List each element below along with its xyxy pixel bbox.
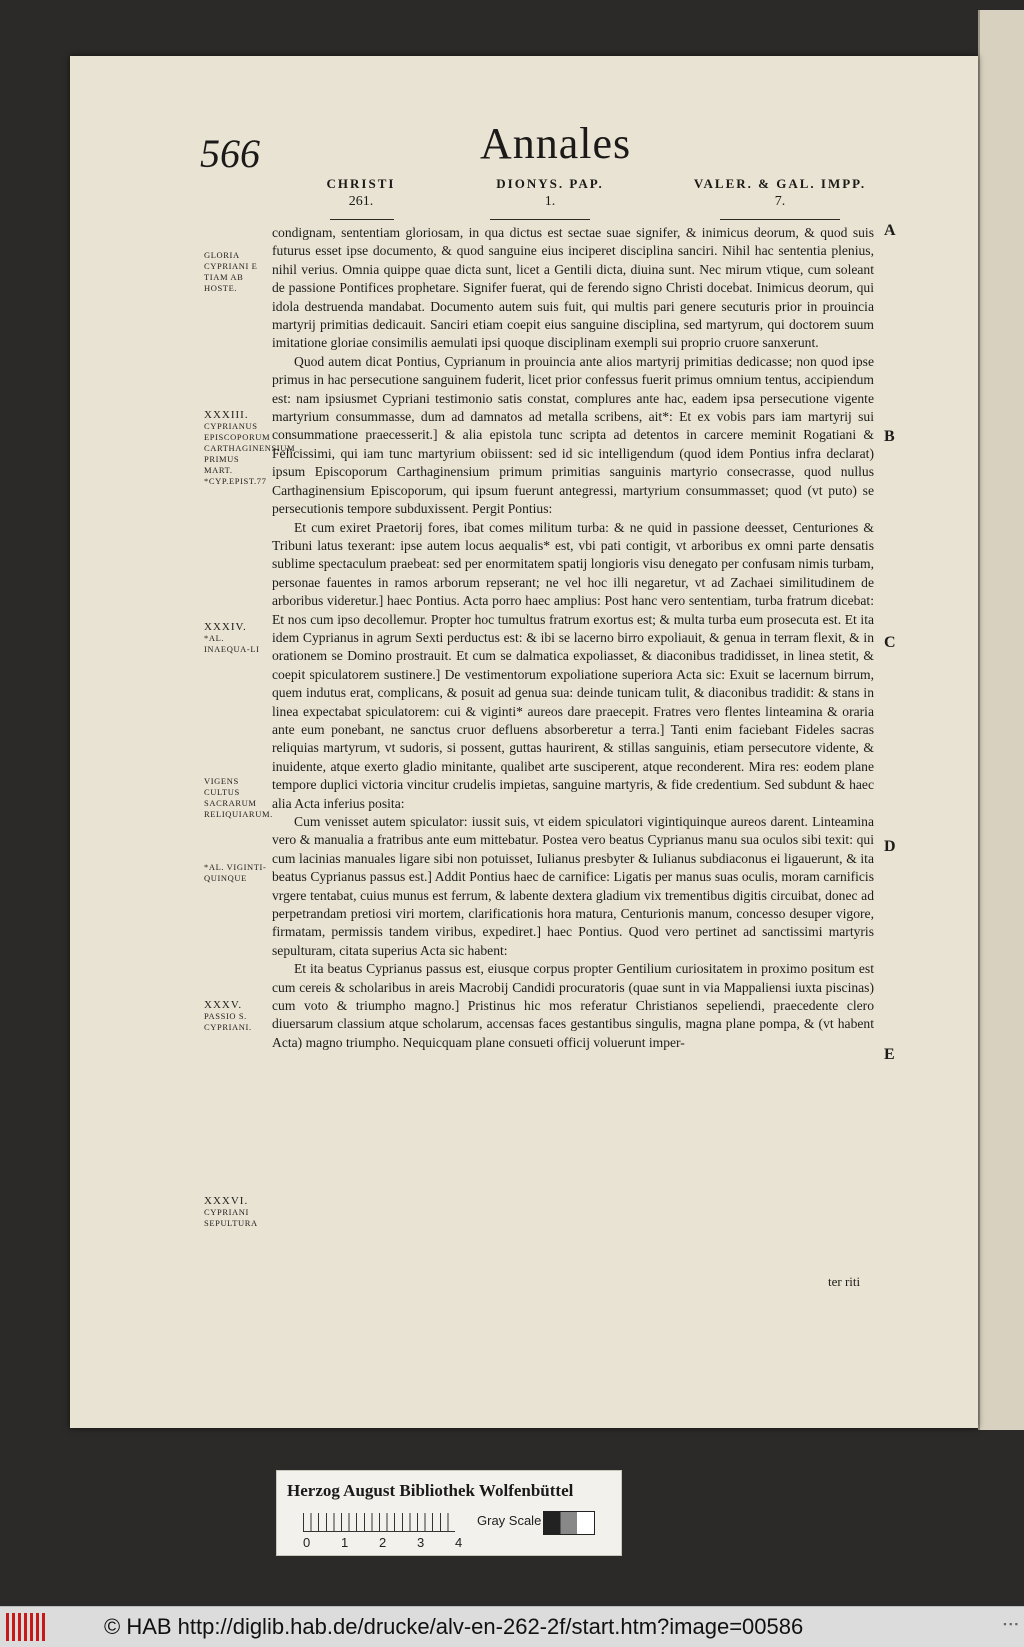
header-valer [680,176,880,210]
color-scale-card [276,1470,622,1556]
page-number: 566 [200,131,260,176]
margin-note: GLORIA CYPRIANI E TIAM AB HOSTE. [204,250,258,293]
paragraph: Et cum exiret Praetorij fores, ibat comes militum turba: & ne quid in passione deesset, Centuriones & Tribuni latus texerant: ipse autem locus aequalis* est, vbi pati contigit, vt arboribus ex omni parte densatis sublime spectaculum praebeat: sed per enormitatem spatij longioris visu denegato per confusam nimis turbam, personae fauentes in ramos arborum repserant; ne vel hoc illi negaretur, vt ad Zachaei similitudinem de arboribus videretur.] haec Pontius. Acta porro haec amplius: Post hanc vero sententiam, turba fratrum dicebat: Et nos cum ipso decollemur. Propter hoc tumultus fratrum exortus est; & multa turba eum prosecuta est. Et ita idem Cyprianus in agrum Sexti perductus est: & ibi se lacerno birro expoliauit, & genua in terram flexit, & in orationem se Domino prostrauit. Et cum se dalmatica expoliasset, & diaconibus tradidisset, in linea stetit, & coepit spiculatorem sustinere.] De vestimentorum expoliatione superiora Acta sic: Exuit se lacernum birrum, quem indutus erat, complicans, & posuit ad genua sua: deinde tunicam tulit, & diaconibus tradidit: & stans in linea expectabat spiculatorem: cui & viginti* aureos dare praecepit. Fratres vero flentes linteamina & oraria ante eum ponebant, ne sanctus cruor defluens absorberetur a terra.] Tanti enim faciebant Fideles sacras reliquias martyrum, vt sudoris, si possent, guttas haurirent, & stillas sanguinis, etiam persecutore vidente, & inuidente, atque exerto gladio minitante, qualibet arte susciperent, atque reconderent. Mira res: eodem plane tempore duplici victoria vincitur crudelis impietas, sanguine martyris, & fide credentium. Sed subdunt & haec alia Acta inferius posita: [272,519,874,811]
header-rule-valer [720,219,840,220]
paragraph: condignam, sententiam gloriosam, in qua dictus est sectae suae signifer, & inimicus deorum, & quod suis futurus esset ipse documento, & quod sanguine eius inciperet disciplina sanciri. Nihil hac sententia plenius, nihil verius. Omnia quippe quae dicta sunt, licet a Gentili dicta, diuina sunt. Nec mirum vtique, cum soleant de passione Pontifices prophetare. Signifer fuerat, qui de ferendo signo Christi docebat. Inimicus deorum, qui idola destruenda mandabat. Documento autem suis fuit, qui multis pari genere secuturis prior in prouincia martyrij primitias dedicauit. Sanciri etiam coepit eius sanguine disciplina, sed martyrum, qui doctorem suum imitatione gloriae consimilis aemulati ipsi quoque disciplinam exempli sui proprio cruore sanxerunt. [272,225,874,351]
header-christi-label: CHRISTI [326,176,396,191]
footer-bar [0,1606,1024,1647]
margin-note: XXXIV. *AL. INAEQUA-LI [204,621,260,654]
header-christi-year: 261. [348,194,374,209]
margin-note: XXXVI. CYPRIANI SEPULTURA [204,1195,258,1228]
paragraph: Et ita beatus Cyprianus passus est, eiusque corpus propter Gentilium curiositatem in proximo positum est cum cereis & scholaribus in areis Macrobij Candidi procuratoris (quae sunt in via Mappaliensi iuxta piscinas) cum voto & triumpho magno.] Pristinus hic mos referatur Christianos sepeliendi, praecedente clero diuersarum classium atque scholarum, accensas faces gestantibus singulis, magna plane pompa, & (vt habent Acta) magno triumpho. Nequicquam plane consueti officij voluerunt imper- [272,961,874,1050]
ruler-number: 2 [379,1535,387,1550]
gray-scale-label: Gray Scale [477,1513,542,1528]
header-christi [316,176,406,210]
footer-right-marks: ▪ ▪ ▪ [1003,1619,1018,1629]
scale-card-title: Herzog August Bibliothek Wolfenbüttel [287,1481,574,1500]
running-title: Annales [480,119,632,168]
header-dionys [480,176,620,210]
next-page-edge [978,10,1024,1430]
header-dionys-label: DIONYS. PAP. [496,176,604,191]
ruler-number: 4 [455,1535,463,1550]
margin-note: XXXV. PASSIO S. CYPRIANI. [204,999,252,1032]
header-rule-dionys [490,219,590,220]
paragraph: Quod autem dicat Pontius, Cyprianum in prouincia ante alios martyrij primitias dedicasse; non quod ipse primus in hac persecutione sanguinem fuderit, licet prior confessus fuerit primus omnium tentus, accipiendum est: nam ipsiusmet Cypriani testimonio satis constat, complures ante hac, eadem ipsa persecutione vigente martyrium consummasse, dum ad damnatos ad metalla scribens, ait*: Et ex vobis pars iam martyrij sui consummatione praecesserit.] & alia epistola tunc scripta ad detentos in carcere meminit Rogatiani & Felicissimi, qui iam tunc martyrium obiissent: sed id sic intelligendum (quod idem Pontius infra declarat) ipsum Episcoporum Carthaginensium primum primitias sanguinis martyrio consecrasse, quod nullus Carthaginensium Episcoporum, qui ipsum fuerunt antegressi, martyrium consummasset; quod (vt puto) se persecutionis tempore subduxissent. Pergit Pontius: [272,353,874,517]
margin-note: XXXIII. CYPRIANUS EPISCOPORUM CARTHAGINENSIUM PRIMUS MART. *CYP.EPIST.77 [204,409,296,486]
header-dionys-year: 1. [544,194,556,209]
section-letter-e: E [884,1046,895,1063]
margin-note: *AL. VIGINTI-QUINQUE [204,862,267,883]
ruler-number: 3 [417,1535,425,1550]
section-letter-d: D [884,838,896,855]
ruler-number: 0 [303,1535,311,1550]
section-letter-c: C [884,634,896,651]
section-letter-b: B [884,428,895,445]
header-valer-label: VALER. & GAL. IMPP. [693,176,867,191]
ruler-number: 1 [341,1535,349,1550]
body-text [272,224,874,1052]
paragraph: Cum venisset autem spiculator: iussit suis, vt eidem spiculatori vigintiquinque aureos darent. Linteamina vero & manualia a fratribus ante eum mittebatur. Postea vero beatus Cyprianus manu sua oculos sibi texit: qui cum lacinias manuales ligare sibi non potuisset, Iulianus presbyter & Iulianus subdiaconus ei ligauerunt, & ita beatus Cyprianus passus est.] Addit Pontius haec de carnifice: Ligatis per manus suas oculis, moram carnificis vrgere tentabat, cuius munus est ferrum, & labente dextera gladium vix trementibus digitis circuibat, donec ad perpetrandam pretiosi viri mortem, clarificationis hora matura, Centurionis manum, concesso desuper vigore, firmatam, permissis tandem viribus, expediret.] haec Pontius. Quod vero pertinet ad sanctissimi martyris sepulturam, citata superius Acta sic habent: [272,814,874,958]
ruler [303,1513,455,1532]
margin-note: VIGENS CULTUS SACRARUM RELIQUIARUM. [204,776,273,819]
hab-logo-icon [6,1613,48,1641]
catchword: ter riti [828,1274,861,1289]
section-letter-a: A [884,222,896,239]
header-valer-year: 7. [774,194,786,209]
footer-copyright-link[interactable]: © HAB http://diglib.hab.de/drucke/alv-en-262-2f/start.htm?image=00586 [104,1614,804,1639]
header-rule-christi [330,219,394,220]
gray-scale-swatch [543,1511,595,1535]
